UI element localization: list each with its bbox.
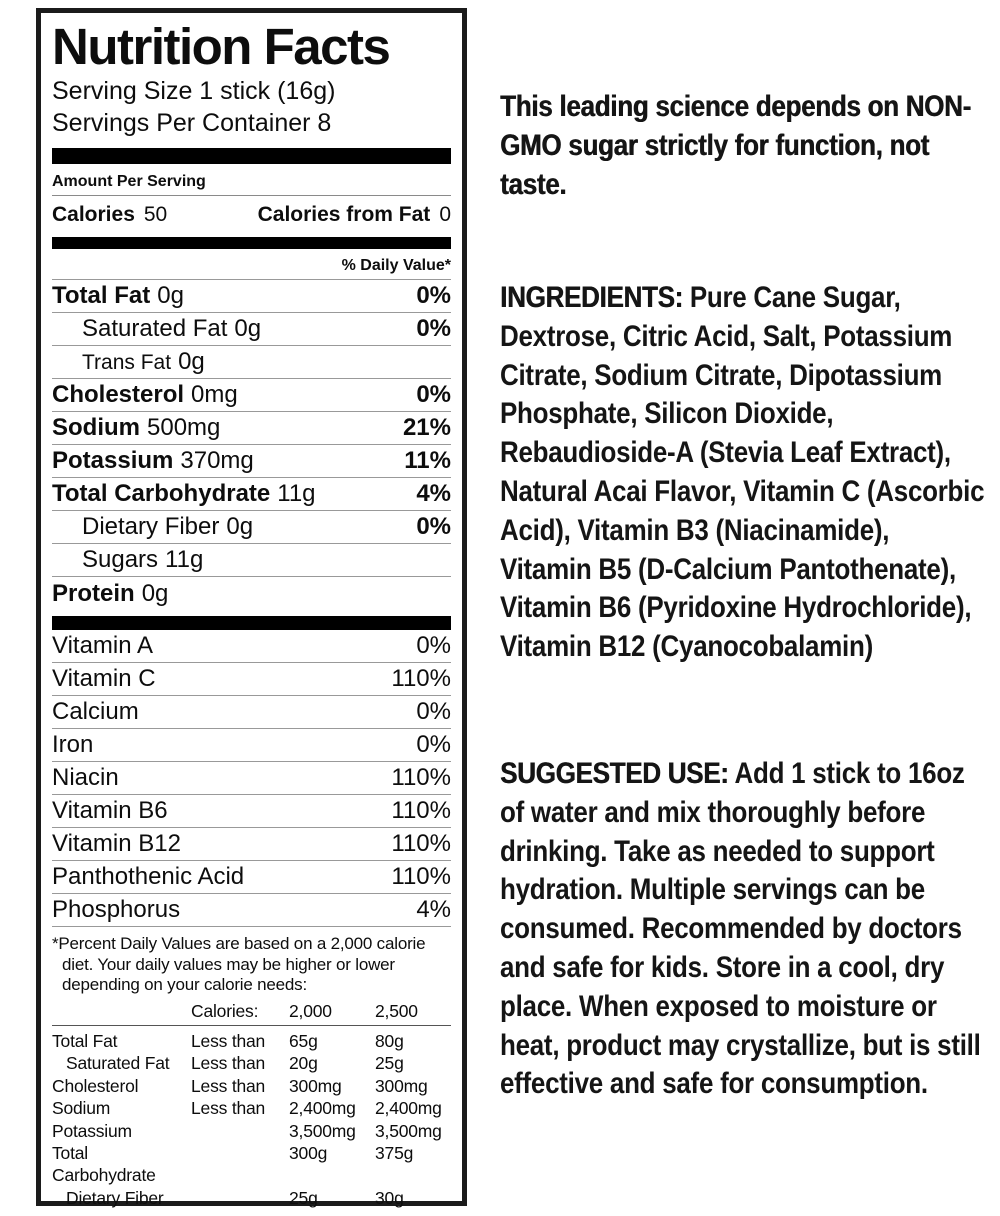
- divider-bar-thick: [52, 148, 451, 164]
- nutrient-name-group: [82, 513, 253, 541]
- tagline: This leading science depends on NON-GMO sugar strictly for function, not taste.: [500, 90, 971, 201]
- dvt-value-2000: 300mg: [289, 1075, 342, 1096]
- dvt-value-2500: 300mg: [375, 1075, 428, 1096]
- daily-values-table-row: [52, 1187, 451, 1209]
- dvt-nutrient: Potassium: [52, 1120, 132, 1141]
- nutrient-name-group: [82, 348, 205, 376]
- nutrient-daily-value: 4%: [416, 480, 451, 507]
- vitamin-daily-value: 110%: [391, 830, 451, 857]
- dvt-qualifier: Less than: [191, 1075, 266, 1096]
- nutrient-daily-value: 21%: [402, 414, 451, 441]
- dvt-value-2000: 3,500mg: [289, 1120, 356, 1141]
- dvt-qualifier: [191, 1120, 289, 1142]
- ingredients-heading: INGREDIENTS:: [500, 281, 683, 314]
- dvt-nutrient: Total Carbohydrate: [52, 1142, 156, 1186]
- vitamin-row: [52, 663, 451, 696]
- nutrient-row: [52, 511, 451, 544]
- dvt-qualifier: Less than: [191, 1098, 266, 1119]
- dvt-nutrient: Cholesterol: [52, 1075, 139, 1096]
- nutrient-row: [52, 346, 451, 379]
- dvt-value-2500: 2,400mg: [375, 1098, 442, 1119]
- dvt-nutrient: Dietary Fiber: [66, 1187, 164, 1208]
- nutrient-daily-value: 0%: [416, 381, 451, 408]
- nutrient-amount: 500mg: [147, 414, 221, 441]
- nutrient-name: Cholesterol: [52, 381, 185, 408]
- daily-values-table-row: [52, 1052, 451, 1074]
- nutrient-name: Dietary Fiber: [82, 513, 220, 540]
- daily-values-table-row: [52, 1120, 451, 1142]
- nutrient-daily-value: 0%: [416, 513, 451, 540]
- nutrient-name-group: [52, 580, 168, 608]
- nutrient-name: Potassium: [52, 447, 174, 474]
- nutrient-amount: 0g: [234, 315, 262, 342]
- dvt-head-2500: 2,500: [375, 1000, 418, 1021]
- dvt-value-2500: 80g: [375, 1030, 404, 1051]
- nutrient-amount: 11g: [165, 546, 204, 573]
- nutrient-name-group: [82, 546, 203, 574]
- dvt-value-2000: 2,400mg: [289, 1098, 356, 1119]
- dvt-qualifier: [191, 1187, 289, 1209]
- divider-bar-vitamins: [52, 616, 451, 630]
- suggested-use-text: Add 1 stick to 16oz of water and mix thoroughly before drinking. Take as needed to support hydration. Multiple servings can be consumed. Recommended by doctors and safe for kids. Store in a cool, dry place. When exposed to moisture or heat, product may crystallize, but is still effective and safe for consumption.: [500, 757, 981, 1101]
- divider-bar-medium: [52, 237, 451, 249]
- dvt-value-2000: 300g: [289, 1142, 328, 1163]
- nutrient-row: [52, 478, 451, 511]
- vitamin-row: [52, 762, 451, 795]
- nutrient-name-group: [52, 447, 254, 475]
- vitamin-name: Panthothenic Acid: [52, 863, 245, 890]
- vitamin-daily-value: 110%: [391, 797, 451, 824]
- vitamin-rows: [52, 630, 451, 927]
- footnote: *Percent Daily Values are based on a 2,000 calorie diet. Your daily values may be higher or lower depending on your calorie needs:: [52, 934, 426, 994]
- nutrient-daily-value: 0%: [416, 282, 451, 309]
- amount-per-serving-label: Amount Per Serving: [52, 168, 451, 196]
- nutrient-row: [52, 412, 451, 445]
- ingredients-paragraph: [500, 279, 987, 667]
- nutrient-row: [52, 544, 451, 577]
- nutrient-amount: 0g: [141, 579, 169, 607]
- label-title: Nutrition Facts: [52, 18, 390, 75]
- dvt-value-2500: 25g: [375, 1053, 404, 1074]
- vitamin-row: [52, 795, 451, 828]
- nutrient-name: Total Carbohydrate: [52, 480, 271, 507]
- vitamin-name: Vitamin B6: [52, 797, 168, 824]
- vitamin-row: [52, 894, 451, 927]
- nutrient-rows: [52, 280, 451, 610]
- suggested-use-paragraph: [500, 755, 987, 1104]
- dvt-head-2000: 2,000: [289, 1000, 332, 1021]
- vitamin-daily-value: 0%: [416, 731, 451, 758]
- dvt-head-calories: Calories:: [191, 1000, 259, 1021]
- nutrient-name-group: [82, 315, 261, 343]
- dvt-nutrient: Sodium: [52, 1098, 111, 1119]
- nutrient-name: Sugars: [82, 546, 159, 573]
- calories-label: Calories: [52, 203, 135, 226]
- calories-row: [52, 196, 451, 232]
- vitamin-daily-value: 4%: [416, 896, 451, 923]
- calories-from-fat-label: Calories from Fat: [257, 203, 431, 226]
- vitamin-daily-value: 110%: [391, 665, 451, 692]
- calories-from-fat-value: 0: [439, 203, 451, 226]
- calories-value: 50: [143, 203, 168, 226]
- nutrient-row: [52, 379, 451, 412]
- calories-from-fat-group: [258, 203, 451, 227]
- nutrient-amount: 0g: [157, 282, 184, 309]
- nutrient-name-group: [52, 381, 238, 409]
- nutrient-row: [52, 577, 451, 610]
- serving-size: Serving Size 1 stick (16g): [52, 77, 336, 105]
- nutrient-amount: 11g: [277, 480, 316, 507]
- vitamin-daily-value: 0%: [416, 632, 451, 659]
- daily-values-table-row: [52, 1030, 451, 1052]
- daily-values-table-row: [52, 1142, 451, 1187]
- nutrient-amount: 0g: [178, 348, 205, 375]
- calories-group: [52, 203, 167, 227]
- product-info-panel: [500, 0, 1000, 1216]
- dvt-value-2500: 3,500mg: [375, 1120, 442, 1141]
- vitamin-row: [52, 729, 451, 762]
- nutrient-row: [52, 445, 451, 478]
- vitamin-name: Vitamin B12: [52, 830, 181, 857]
- daily-values-table-header: [52, 1000, 451, 1026]
- nutrient-row: [52, 313, 451, 346]
- vitamin-name: Iron: [52, 731, 94, 758]
- nutrient-name-group: [52, 414, 220, 442]
- dvt-nutrient: Total Fat: [52, 1030, 118, 1051]
- daily-values-table-row: [52, 1097, 451, 1119]
- nutrient-name-group: [52, 480, 316, 508]
- nutrient-name: Trans Fat: [82, 351, 172, 374]
- dvt-qualifier: Less than: [191, 1053, 266, 1074]
- dvt-head-blank: [52, 1000, 191, 1022]
- vitamin-row: [52, 828, 451, 861]
- suggested-use-heading: SUGGESTED USE:: [500, 757, 729, 790]
- vitamin-row: [52, 630, 451, 663]
- nutrition-facts-label: [36, 8, 467, 1206]
- dvt-qualifier: [191, 1142, 289, 1187]
- dvt-value-2000: 65g: [289, 1030, 318, 1051]
- daily-values-table-row: [52, 1075, 451, 1097]
- dvt-qualifier: Less than: [191, 1030, 266, 1051]
- nutrient-amount: 370mg: [180, 447, 254, 474]
- vitamin-name: Vitamin A: [52, 632, 153, 659]
- nutrient-name: Sodium: [52, 414, 140, 441]
- daily-value-header: % Daily Value*: [52, 252, 451, 280]
- vitamin-row: [52, 861, 451, 894]
- vitamin-name: Niacin: [52, 764, 119, 791]
- nutrient-daily-value: 0%: [416, 315, 451, 342]
- vitamin-name: Phosphorus: [52, 896, 181, 923]
- daily-values-table-rows: [52, 1030, 451, 1209]
- vitamin-daily-value: 110%: [391, 764, 451, 791]
- nutrient-daily-value: 11%: [404, 447, 451, 474]
- ingredients-text: Pure Cane Sugar, Dextrose, Citric Acid, Salt, Potassium Citrate, Sodium Citrate, Dipotassium Phosphate, Silicon Dioxide, Rebaudioside-A (Stevia Leaf Extract), Natural Acai Flavor, Vitamin C (Ascorbic Acid), Vitamin B3 (Niacinamide), Vitamin B5 (D-Calcium Pantothenate), Vitamin B6 (Pyridoxine Hydrochloride), Vitamin B12 (Cyanocobalamin): [500, 281, 985, 664]
- dvt-nutrient: Saturated Fat: [66, 1053, 170, 1074]
- vitamin-name: Vitamin C: [52, 665, 156, 692]
- nutrient-amount: 0g: [226, 513, 254, 540]
- nutrient-row: [52, 280, 451, 313]
- daily-values-table: [52, 1000, 451, 1210]
- dvt-value-2500: 30g: [375, 1187, 404, 1208]
- vitamin-daily-value: 0%: [416, 698, 451, 725]
- nutrient-name: Total Fat: [52, 282, 151, 309]
- nutrient-amount: 0mg: [191, 381, 238, 408]
- vitamin-row: [52, 696, 451, 729]
- nutrient-name: Protein: [52, 579, 135, 607]
- dvt-value-2000: 25g: [289, 1187, 318, 1208]
- vitamin-daily-value: 110%: [391, 863, 451, 890]
- vitamin-name: Calcium: [52, 698, 139, 725]
- nutrient-name-group: [52, 282, 184, 310]
- dvt-value-2000: 20g: [289, 1053, 318, 1074]
- nutrient-name: Saturated Fat: [82, 315, 228, 342]
- servings-per-container: Servings Per Container 8: [52, 109, 332, 137]
- dvt-value-2500: 375g: [375, 1142, 414, 1163]
